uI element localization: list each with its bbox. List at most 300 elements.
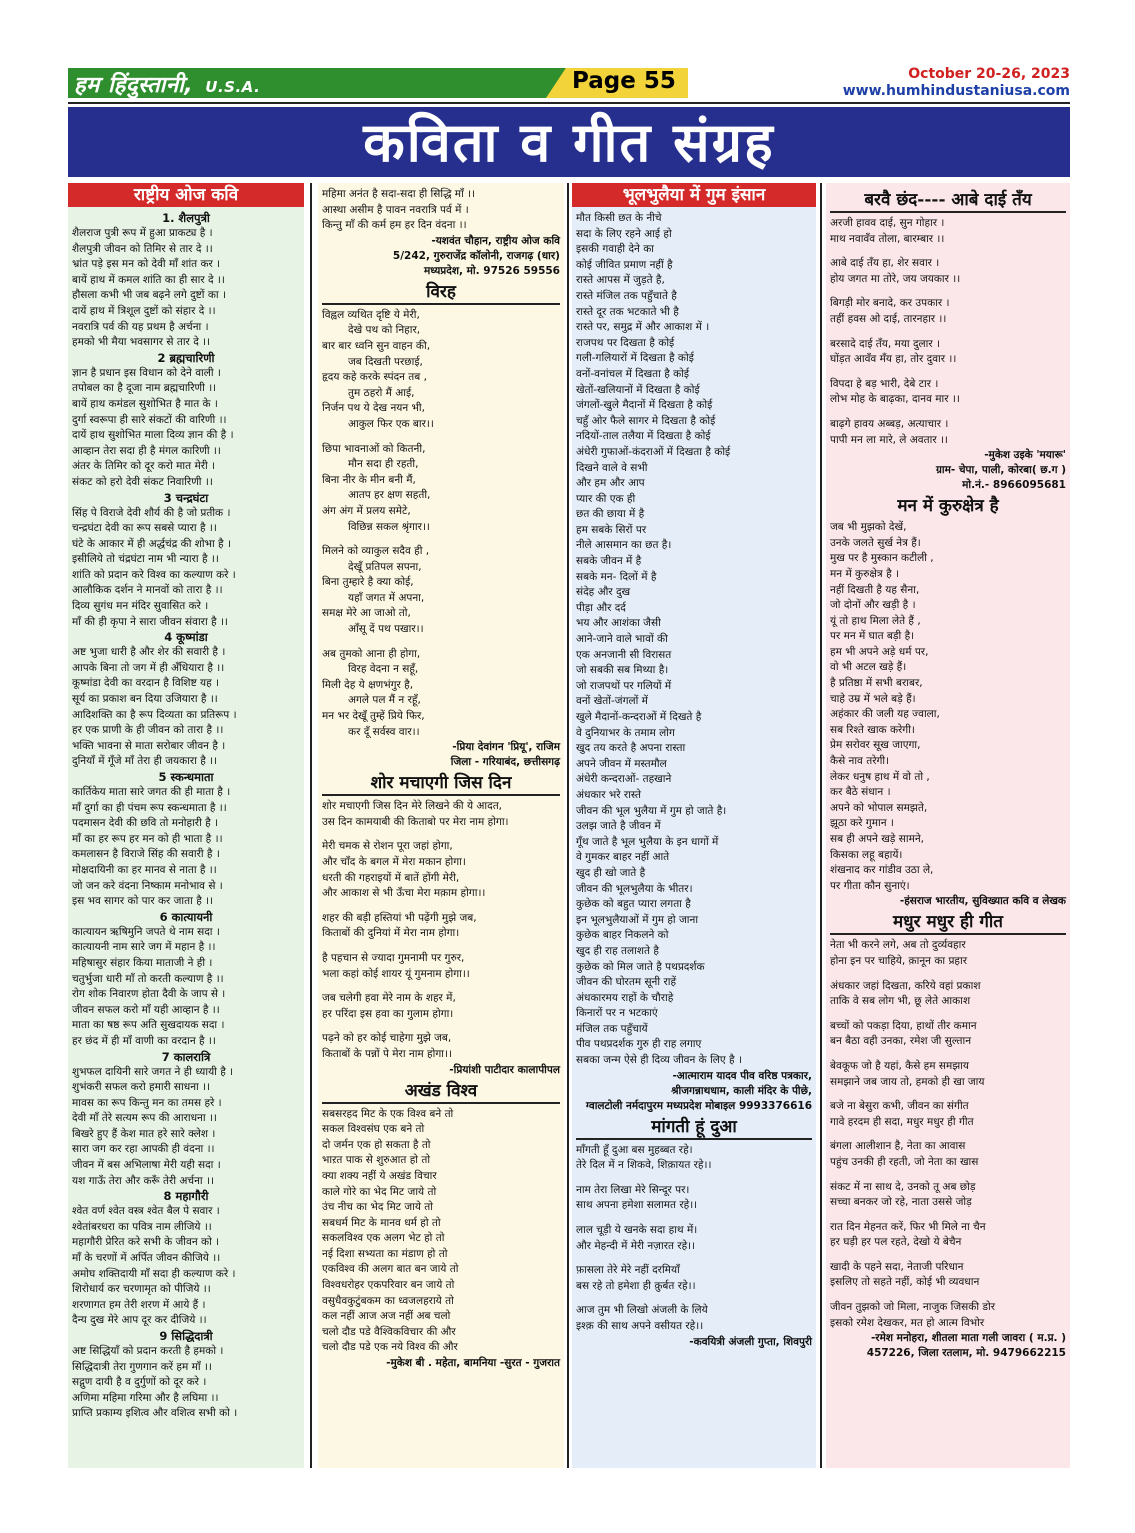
poem-line: रास्ते दूर तक भटकाते भी है [576,305,679,318]
section-title: 2 ब्रह्मचारिणी [157,350,215,365]
poem-line: तुम ठहरो मैं आई, [348,386,415,399]
poem-line: संकट को हरो देवी संकट निवारिणी ।। [72,475,213,488]
poem-line: पर मन में घात बड़ी है। [830,630,915,643]
poem-line: भला कहां कोई शायर यूं गुमनाम होगा।। [322,967,470,980]
poem-line: जीवन में बस अभिलाषा मेरी यही सदा । [72,1159,221,1172]
poem-line: भय और आशंका जैसी [576,617,661,630]
stanza-gap [322,638,560,647]
poem-line: लेकर धनुष हाथ में वो तो , [830,770,930,783]
poem-line: प्रेम सरोवर सूख जाएगा, [830,739,921,752]
poem-line: इसीलिये तो चंद्रघंटा नाम भी न्यारा है ।। [72,553,219,566]
poem-line: भाऱत पाक से शुरुआत हो तो [322,1154,431,1167]
poem-title: बरवै छंद---- आबे दाई तँय [830,189,1066,213]
poem-line: बच्चों को पकड़ा दिया, हाथों तीर कमान [830,1019,977,1032]
poem-line: मावस का रूप किन्तु मन का तमस हरे । [72,1096,222,1109]
poem-line: अष्ट सिद्धियाँ को प्रदान करती है हमको । [72,1345,224,1357]
poem-line: मिली देह ये क्षणभंगुर है, [322,678,414,691]
poem-line: बेवकूफ जो है यहां, कैसे हम समझाय [830,1059,969,1072]
poem-line: आपके बिना तो जग में ही अँधियारा है ।। [72,661,225,674]
poem-line: प्राप्ति प्रकाम्य इशित्व और वशित्व सभी को । [72,1407,238,1420]
section-title: 3 चन्द्रघंटा [163,490,209,505]
poem-line: नवरात्रि पर्व की यह प्रथम है अर्चना । [72,320,209,333]
poem-line: काले गोरे का भेद मिट जाये तो [322,1185,437,1198]
poem-line: बस रहे तो हमेशा ही क़ुर्बत रहे।। [576,1279,696,1292]
poem-line: मौन सदा ही रहती, [348,458,419,471]
poem-line: श्वेतांबरधरा का पवित्र नाम लीजिये ।। [72,1220,212,1233]
stanza-gap [830,287,1066,296]
poem-line: कैसे नाव तरेगी। [830,755,890,768]
poem-line: चन्द्रघंटा देवी का रूप सबसे प्यारा है ।। [72,522,217,535]
poem-line: शरणागत हम तेरी शरण में आये हैं । [72,1298,206,1311]
issue-date: October 20-26, 2023 [908,66,1070,82]
poem-line: कल नहीं आज अज नहीं अब चलो [322,1310,451,1323]
poem-line: चलो दौड पडे एक नये विश्व की और [322,1341,458,1354]
poem-line: मुख पर है मुस्कान कटीली , [830,552,934,565]
poem-line: और हम और आप [576,477,645,490]
column-divider [567,183,569,1468]
poem-line: माँ दुर्गा का ही पंचम रूप स्कन्धमाता है ।। [72,801,227,814]
poem-line: कर बैठे संधान । [830,786,891,799]
stanza-gap [322,902,560,911]
poem-line: रास्ते आपस में जुड़ते है, [576,274,665,287]
poem-line: यूं तो हाथ मिला लेते हैं , [830,614,921,627]
poem-line: उंच नीच का भेद मिट जाये तो [322,1201,433,1214]
poem-line: इस भव सागर को पार कर जाता है ।। [72,895,214,908]
poem-line: और आकाश से भी ऊँचा मेरा मक़ाम होगा।। [322,887,486,900]
stanza-gap [830,408,1066,417]
poem-line: अपने को भोपाल समझते, [830,801,928,814]
section-title: 1. शैलपुत्री [162,211,210,225]
poem-line: आलौकिक दर्शन ने मानवों को तारा है ।। [72,584,223,597]
poem-line: आँसू दें पथ पखार।। [348,623,424,636]
poem-heading: भूलभुलैया में गुम इंसान [572,183,816,207]
poem-line: श्वेत वर्ण श्वेत वस्त्र श्वेत बैल पे सवार । [72,1205,220,1218]
website-link[interactable]: www.humhindustaniusa.com [842,83,1070,99]
poem-line: झूठा करे गुमान । [830,817,894,830]
poem-line: रास्ते पर, समुद्र में और आकाश में । [576,321,710,334]
poem-line: अंग अंग में प्रलय समेटे, [322,504,411,517]
poem-line: है पहचान से ज्यादा गुमनामी पर गुरुर, [322,951,465,964]
stanza-gap [830,1010,1066,1019]
poem-line: खुद ही खो जाते है [576,866,646,879]
poem-line: होना इन पर चाहिये, क़ानून का प्रहार [830,954,968,967]
poem-line: आदिशक्ति का है रूप दिव्यता का प्रतिरूप । [72,708,237,721]
poem-line: कर दूँ सर्वस्व वार।। [348,725,420,738]
poem-line: दुनियाँ में गूँजे माँ तेरा ही जयकारा है ।। [72,755,218,768]
author-signature: मध्यप्रदेश, मो. 97526 59556 [423,264,560,277]
stanza-gap [830,1291,1066,1300]
poem-line: सच्चा बनकर जो रहे, नाता उससे जोड़ [830,1196,972,1209]
stanza-gap [830,1251,1066,1260]
masthead [68,66,1070,102]
poem-line: सिंह पे विराजे देवी शौर्य की है जो प्रतीक । [72,506,231,519]
author-signature: -कवयित्री अंजली गुप्ता, शिवपुरी [689,1335,812,1348]
poem-line: इश्क़ की साथ अपने वसीयत रहे।। [576,1320,704,1332]
author-signature: 5/242, गुरुराजेंद्र कॉलोनी, राजगढ़ (धार) [392,249,560,262]
poem-line: यहाँ जगत में अपना, [348,591,425,604]
poem-line: खुद ही राह तलाशते है [576,944,659,957]
poem-line: राजपथ पर दिखता है कोई [576,336,675,349]
stanza-gap [830,1130,1066,1139]
poem-line: छत की छाया में है [576,508,645,521]
stanza-gap [830,1171,1066,1180]
stanza-gap [830,247,1066,256]
poem-line: सारा जग कर रहा आपकी ही वंदना ।। [72,1143,215,1156]
poem-line: यश गाऊँ तेरा और करूँ तेरी अर्चना ।। [72,1174,214,1187]
poem-line: शैलपुत्री जीवन को तिमिर से तार दे ।। [72,242,213,255]
poem-line: दायें हाथ सुशोभित माला दिव्य ज्ञान की है । [72,429,234,442]
poem-line: उस दिन कामयाबी की किताबो पर मेरा नाम होगा। [322,815,509,828]
poem-line: छिपा भावनाओं को कितनी, [322,442,426,455]
poem-line: बार बार ध्वनि सुन वाहन की, [322,339,431,352]
poem-line: हृदय कहे करके स्पंदन तब , [322,371,427,384]
poem-line: इसकी गवाही देने का [576,243,655,256]
poem-line: धरती की गहराइयों में बातें होंगी मेरी, [322,871,460,884]
poem-line: माँगती हूँ दुआ बस मुहब्बत रहे। [576,1143,693,1156]
author-signature: -मुकेश उइके 'मयारू' [984,449,1066,462]
poem-line: घंटे के आकार में ही अर्द्धचंद्र की शोभा है । [72,537,231,550]
poem-title: मधुर मधुर ही गीत [830,911,1066,935]
poem-line: शंखनाद कर गांडीव उठा ले, [830,864,934,877]
poem-line: बिना तुम्हारे है क्या कोई, [322,576,414,589]
poem-line: शैलराज पुत्री रूप में हुआ प्राकट्य है । [72,227,213,239]
poem-line: मंजिल तक पहुँचायें [576,1022,648,1035]
section-banner [68,107,1070,177]
poem-line: नाम तेरा लिखा मेरे सिन्दूर पर। [576,1183,690,1196]
poem-line: आस्था असीम है पावन नवरात्रि पर्व में । [322,203,469,216]
poem-line: संदेह और दुख [576,586,631,599]
poem-line: रोग शोक निवारण होता दैवी के जाप से । [72,988,226,1001]
poem-line: भक्ति भावना से माता सरोबार जीवन है । [72,739,226,752]
poem-line: अंधकार जहां दिखता, करिये वहां प्रकाश [830,979,981,992]
stanza-gap [830,970,1066,979]
header-rule [68,102,1070,104]
poem-line: गूँथ जाते है भूल भुलैया के इन धागों में [576,835,719,848]
poem-line: बन बैठा वही उनका, रमेश जी सुल्तान [830,1035,972,1048]
poem-line: किनारों पर न भटकाएं [576,1007,658,1020]
author-signature: -हंसराज भारतीय, सुविख्यात कवि व लेखक [899,895,1066,908]
poem-title: मन में कुरुक्षेत्र है [897,496,999,517]
stanza-gap [322,535,560,544]
poem-title: मांगती हूं दुआ [576,1116,812,1140]
poem-line: क्या शक्य नहीं ये अखंड विचार [322,1169,437,1182]
brand-name: हम हिंदुस्तानी, U.S.A. [74,73,261,98]
poem-line: किसका लहू बहायें। [830,848,903,861]
poem-line: गावे हरदम ही सदा, मधुर मधुर ही गीत [830,1115,974,1128]
stanza-gap [576,1294,812,1303]
poem-line: और मेहन्दी में मेरी नज़ारत रहे।। [576,1239,696,1252]
poem-line: अणिमा महिमा गरिमा और है लघिमा ।। [72,1391,219,1404]
poem-line: वनों-वनांचल में दिखता है कोई [576,367,690,380]
author-signature: ग्वालटोली नर्मदापुरम मध्यप्रदेश मोबाइल 9993376616 [585,1099,812,1112]
stanza-gap [830,1211,1066,1220]
poem-line: गली-गलियारों में दिखता है कोई [576,352,694,365]
poem-line: ताकि वे सब लोग भी, छू लेते आकाश [830,995,971,1008]
poem-line: निर्जन पथ ये देख नयन भी, [322,402,425,415]
poem-line: शुभंकरी सफल करो हमारी साधना ।। [72,1081,211,1094]
poem-line: बायें हाथ में कमल शांति का ही सार दे ।। [72,273,225,286]
poem-line: अरजी हावव दाई, सुन गोहार । [830,217,945,229]
poem-line: सूर्य का प्रकाश बन दिया उजियारा है ।। [72,693,218,706]
poem-line: शोर मचाएगी जिस दिन मेरे लिखने की ये आदत, [322,800,503,813]
author-signature: -रमेश मनोहरा, शीतला माता गली जावरा ( म.प्र. ) [870,1332,1066,1345]
column-divider [310,183,312,1468]
poem-line: रास्ते मंजिल तक पहुँचाते है [576,289,677,302]
poem-line: विपदा हे बड़ भारी, देबे टार । [830,377,939,390]
poem-line: खुले मैदानों-कन्दराओं में दिखते है [576,711,702,723]
poem-line: अपने जीवन में मस्तमौल [576,757,667,770]
poem-line: प्यार की एक ही [576,492,636,505]
stanza-gap [322,433,560,442]
poem-line: हम सबके सिरों पर [576,523,647,536]
poem-line: घोंड़त आवँव मँय हा, तोर दुवार ।। [830,353,957,366]
poem-line: जब भी मुझको देखें, [830,521,907,534]
poem-line: दो जर्मन एक हो सकता है तो [322,1138,431,1151]
poem-line: चलो दौड पडे वैश्विकविचार की और [322,1325,456,1338]
poem-line: चहुँ ओर फैले सागर मे दिखता है कोई [576,414,716,427]
poem-line: मोक्षदायिनी का हर मानव से नाता है ।। [72,863,217,876]
poem-line: वे गुमकर बाहर नहीं आते [576,851,670,864]
poem-line: बिखरे हुए हैं केश मात हरे सारे क्लेश । [72,1127,216,1140]
poem-line: अगले पल मैं न रहूँ, [348,694,421,707]
poem-line: रात दिन मेहनत करें, फिर भी मिले ना चैन [830,1220,986,1233]
author-signature: 457226, जिला रतलाम, मो. 9479662215 [866,1347,1066,1360]
poem-line: माँ का हर रूप हर मन को ही भाता है ।। [72,832,223,845]
poem-line: शहर की बड़ी हस्तियां भी पढ़ेंगी मुझे जब, [322,911,477,924]
poem-line: फ़ासला तेरे मेरे नहीं दरमियाँ [576,1264,680,1277]
stanza-gap [576,1214,812,1223]
poem-line: शुभफल दायिनी सारे जगत ने ही ध्यायी है । [72,1065,234,1078]
poem-line: शांति को प्रदान करे विश्व का कल्याण करे । [72,568,236,581]
poem-line: नहीं दिखती है यह सैना, [830,583,920,596]
poem-title: विरह [322,281,560,305]
poem-title: शोर मचाएगी जिस दिन [322,772,560,796]
poem-line: अंतर के तिमिर को दूर करो मात मेरी । [72,460,216,473]
poem-line: वो भी अटल खड़े हैं। [830,661,907,674]
poem-line: पापी मन ला मारे, ले अवतार ।। [830,433,948,446]
poem-line: जब चलेगी हवा मेरे नाम के शहर में, [322,992,456,1005]
poem-line: जीवन की भूलभुलैया के भीतर। [576,882,693,895]
poem-line: अमोघ शक्तिदायी माँ सदा ही कल्याण करे । [72,1267,236,1280]
poem-line: है प्रतिष्ठा में सभी बराबर, [830,677,923,690]
author-signature: -आत्माराम यादव पीव वरिष्ठ पत्रकार, [672,1069,812,1082]
stanza-gap [830,1090,1066,1099]
poem-line: एक अनजानी सी विरासत [576,648,672,661]
poem-line: दिव्य सुगंध मन मंदिर सुवासित करे । [72,600,209,613]
poem-line: कार्तिकेय माता सारे जगत की ही माता है । [72,786,231,798]
poem-line: बंगला आलीशान है, नेता का आवास [830,1140,966,1153]
poem-line: एकविश्व की अलग बात बन जाये तो [322,1263,459,1276]
poem-line: दिखने वाले वे सभी [576,461,648,474]
poem-line: खुद तय करते है अपना रास्ता [576,742,686,755]
poem-line: हमको भी मैया भवसागर से तार दे ।। [72,336,211,349]
poem-line: किताबों के पन्नों पे मेरा नाम होगा।। [322,1047,452,1060]
poem-line: आने-जाने वाले भावों की [576,633,668,646]
stanza-gap [830,328,1066,337]
poem-line: देवी माँ तेरे सत्यम रूप की आराधना ।। [72,1112,217,1125]
poem-line: माँ की ही कृपा ने सारा जीवन संवारा है ।। [72,615,228,628]
column-4 [826,183,1070,1468]
stanza-gap [322,1022,560,1031]
poem-line: हौसला कभी भी जब बढ़ने लगे दुष्टों का । [72,289,226,302]
poem-line: अब तुमको आना ही होगा, [322,647,421,660]
poem-line: सबधर्म मिट के मानव धर्म हो तो [322,1216,441,1229]
poem-line: देखूँ प्रतिपल सपना, [348,560,422,573]
poem-line: पर गीता कौन सुनाएं। [830,879,910,892]
poem-line: सद्गुण दायी है व दुर्गुणों को दूर करे । [72,1376,207,1389]
poem-line: कोई जीवित प्रमाण नहीं है [576,258,673,271]
poem-line: तपोबल का है दूजा नाम ब्रह्मचारिणी ।। [72,382,217,395]
poem-line: हम भी अपने अड़े धर्म पर, [830,645,929,658]
poem-line: वनों खेतों-जंगलों में [576,695,648,708]
poem-line: आकुल फिर एक बार।। [348,417,434,430]
stanza-gap [322,830,560,839]
poem-line: लाल चूड़ी ये खनके सदा हाथ में। [576,1224,698,1237]
poem-line: सब रिश्ते खाक करेगी। [830,723,915,736]
poem-line: सबका जन्म ऐसे ही दिव्य जीवन के लिए है । [576,1054,742,1067]
poem-line: सबके जीवन में है [576,555,642,568]
poem-line: दैन्य दुख मेरे आप दूर कर दीजिये ।। [72,1314,207,1327]
poem-line: सबसरहद मिट के एक विश्व बने तो [322,1107,454,1120]
poem-line: साथ अपना हमेशा सलामत रहे।। [576,1199,698,1212]
poem-line: महिषासुर संहार किया माताजी ने ही । [72,956,213,969]
poem-line: नेता भी करने लगे, अब तो दुर्व्यवहार [830,939,966,952]
poem-line: बजे ना बेसुरा कभी, जीवन का संगीत [830,1100,969,1113]
poem-line: महागौरी प्रेरित करे सभी के जीवन को । [72,1236,220,1249]
poem-line: मिलने को व्याकुल सदैव ही , [322,545,430,558]
poem-line: शिरोधार्य कर चरणामृत को पीजिये ।। [72,1283,211,1296]
poem-line: बाढ़गे हावय अब्बड़, अत्याचार । [830,417,949,430]
poem-line: आबे दाई तँय हा, शेर सवार । [830,257,940,270]
author-signature: -प्रिया देवांगन 'प्रियू', राजिम [452,741,560,754]
poem-line: अंधकार भरे रास्ते [576,788,641,801]
poem-line: चाहे उम्र में भले बड़े हैं। [830,692,916,705]
poem-line: हर परिंदा इस हवा का गुलाम होगा। [322,1007,454,1020]
section-title: 6 कात्यायनी [159,909,213,924]
stanza-gap [576,1254,812,1263]
poem-line: सिद्धिदात्री तेरा गुणगान करें हम माँ ।। [72,1360,212,1373]
poem-line: भ्रांत पड़े इस मन को देवी माँ शांत कर । [72,258,221,271]
poem-line: कूष्मांडा देवी का वरदान है विशिष्ट यह । [72,677,220,690]
poem-line: पहुंच उनकी ही रहती, जो नेता का खास [830,1155,979,1168]
poem-line: खादी के पहने सदा, नेताजी परिधान [830,1260,964,1273]
poem-line: अंधकारमय राहों के चौराहे [576,991,674,1004]
poem-line: जीवन की भूल भुलैया में गुम हो जाते है। [576,804,727,817]
poem-line: माता का षष्ठ रूप अति सुखदायक सदा । [72,1019,225,1032]
author-signature: श्रीजगन्नाथधाम, काली मंदिर के पीछे, [671,1084,812,1097]
poem-line: अष्ट भुजा धारी है और शेर की सवारी है । [72,646,226,659]
poem-line: दुर्गा स्वरूपा ही सारे संकटों की वारिणी ।। [72,413,227,426]
poem-line: हर घड़ी हर पल रहते, देखो ये बेचैन [830,1236,962,1249]
poem-line: वसुधैवकुटुंबकम का ध्वजलहराये तो [322,1294,454,1307]
poem-line: बिगड़ी मोर बनादे, कर उपकार । [830,297,950,310]
poem-line: पीड़ा और दर्द [576,601,626,614]
poem-line: कात्यायन ऋषिमुनि जपते थे नाम सदा । [72,925,220,938]
poem-line: मेरी चमक से रोशन पूरा जहां होगा, [322,840,453,853]
poem-line: वे दुनियाभर के तमाम लोग [576,726,675,739]
poem-line: मन भर देखूँ तुम्हें प्रिये फिर, [322,710,425,723]
poem-line: सकल विश्वसंघ एक बने तो [322,1123,425,1136]
banner-title: कविता व गीत संग्रह [363,110,775,174]
poem-line: ज्ञान है प्रधान इस विधान को देने वाली । [72,366,221,379]
author-signature: ग्राम- चेपा, पाली, कोरबा( छ.ग ) [935,464,1066,477]
poem-line: अहंकार की जली यह ज्वाला, [830,708,940,721]
poem-line: कमलासन है विराजे सिंह की सवारी है । [72,848,220,861]
poem-line: देखे पथ को निहार, [348,324,421,337]
poem-line: हर एक प्राणी के ही जीवन को तारा है ।। [72,724,224,737]
poem-line: इसको रमेश देखकर, मत हो आत्म विभोर [830,1316,985,1329]
section-title: 4 कूष्मांडा [164,630,208,645]
poem-line: अंधेरी कन्दराओं- तहखाने [576,773,672,786]
poem-line: किन्तु माँ की कर्म हम हर दिन वंदना ।। [322,219,467,232]
poem-line: कात्यायनी नाम सारे जग में महान है ।। [72,941,216,954]
poem-line: माथ नवावँव तोला, बारम्बार ।। [830,232,945,245]
poem-line: विह्वल व्यथित दृष्टि ये मेरी, [322,308,420,321]
poem-line: माँ के चरणों में अर्पित जीवन कीजिये ।। [72,1252,221,1265]
poem-line: खेतों-खलियानों में दिखता है कोई [576,383,700,396]
stanza-gap [576,1174,812,1183]
poem-line: सदा के लिए रहने आई हो [576,227,672,240]
section-title: 9 सिद्धिदात्री [159,1329,213,1343]
poem-line: चतुर्भुजा धारी माँ तो करती कल्याण है ।। [72,972,224,985]
poem-line: जब दिखती परछाई, [348,355,423,368]
poem-line: आतप हर क्षण सहती, [348,489,431,502]
author-signature: मो.नं.- 8966095681 [962,479,1066,492]
column-1 [68,183,304,1468]
poem-line: उनके जलते सुर्ख नेत्र हैं। [830,536,921,549]
column-3 [572,183,816,1468]
poem-line: कुछेक बाहर निकलने को [576,929,669,942]
poem-line: महिमा अनंत है सदा-सदा ही सिद्धि माँ ।। [322,188,476,200]
stanza-gap [322,982,560,991]
poem-line: उलझ जाते है जीवन में [576,820,661,833]
poem-line: होय जगत मा तोरे, जय जयकार ।। [830,272,961,285]
section-title: 8 महागौरी [163,1189,209,1204]
poem-line: मौत किसी छत के नीचे [576,212,662,224]
section-title: 5 स्कन्धमाता [158,770,214,784]
poem-line: इन भूलभुलैयाओं में गुम हो जाना [576,913,699,926]
poem-line: सकलविश्व एक अलग भेट हो तो [322,1232,445,1245]
poem-line: आज तुम भी लिखो अंजली के लिये [576,1304,708,1317]
poem-line: पढ़ने को हर कोई चाहेगा मुझे जब, [322,1032,452,1045]
poem-line: आव्हान तेरा सदा ही है मंगल कारिणी ।। [72,444,221,457]
poem-line: जो राजपथों पर गलियों में [576,679,672,692]
poem-line: जीवन तुझको जो मिला, नाजुक जिसकी डोर [830,1301,996,1314]
poem-line: सबके मन- दिलों में है [576,570,657,583]
poem-line: समझाने जब जाय तो, हमको ही खा जाय [830,1075,985,1088]
poem-line: पदमासन देवी की छवि तो मनोहारी है । [72,817,219,830]
poem-line: बिना नीर के मीन बनी मैं, [322,473,416,486]
author-signature: -यशवंत चौहान, राष्ट्रीय ओज कवि [431,234,560,247]
poem-heading: राष्ट्रीय ओज कवि [68,183,304,207]
author-signature: जिला - गरियाबंद, छत्तीसगढ़ [450,756,560,769]
poem-line: तहीं हवस ओ दाई, तारनहार ।। [830,312,947,325]
poem-line: जीवन की घोरतम सूनी राहें [576,976,677,989]
column-divider [820,183,822,1468]
column-2 [318,183,564,1468]
author-signature: -प्रियांशी पाटीदार कालापीपल [449,1063,560,1076]
poem-line: नीले आसमान का छत है। [576,539,672,552]
poem-line: जीवन सफल करो माँ यही आव्हान है ।। [72,1003,220,1016]
poem-line: बायें हाथ कमंडल सुशोभित है मात के । [72,397,218,410]
stanza-gap [830,1050,1066,1059]
poem-line: हर छंद में ही माँ वाणी का वरदान है ।। [72,1034,216,1047]
page-number: Page 55 [572,68,676,94]
poem-line: अंधेरी गुफाओं-कंदराओं में दिखता है कोई [576,445,731,458]
poem-line: बरसादे दाई तँय, मया दुलार । [830,337,941,350]
stanza-gap [830,368,1066,377]
poem-line: लोभ मोह के बाढ़का, दानव मार ।। [830,393,960,406]
